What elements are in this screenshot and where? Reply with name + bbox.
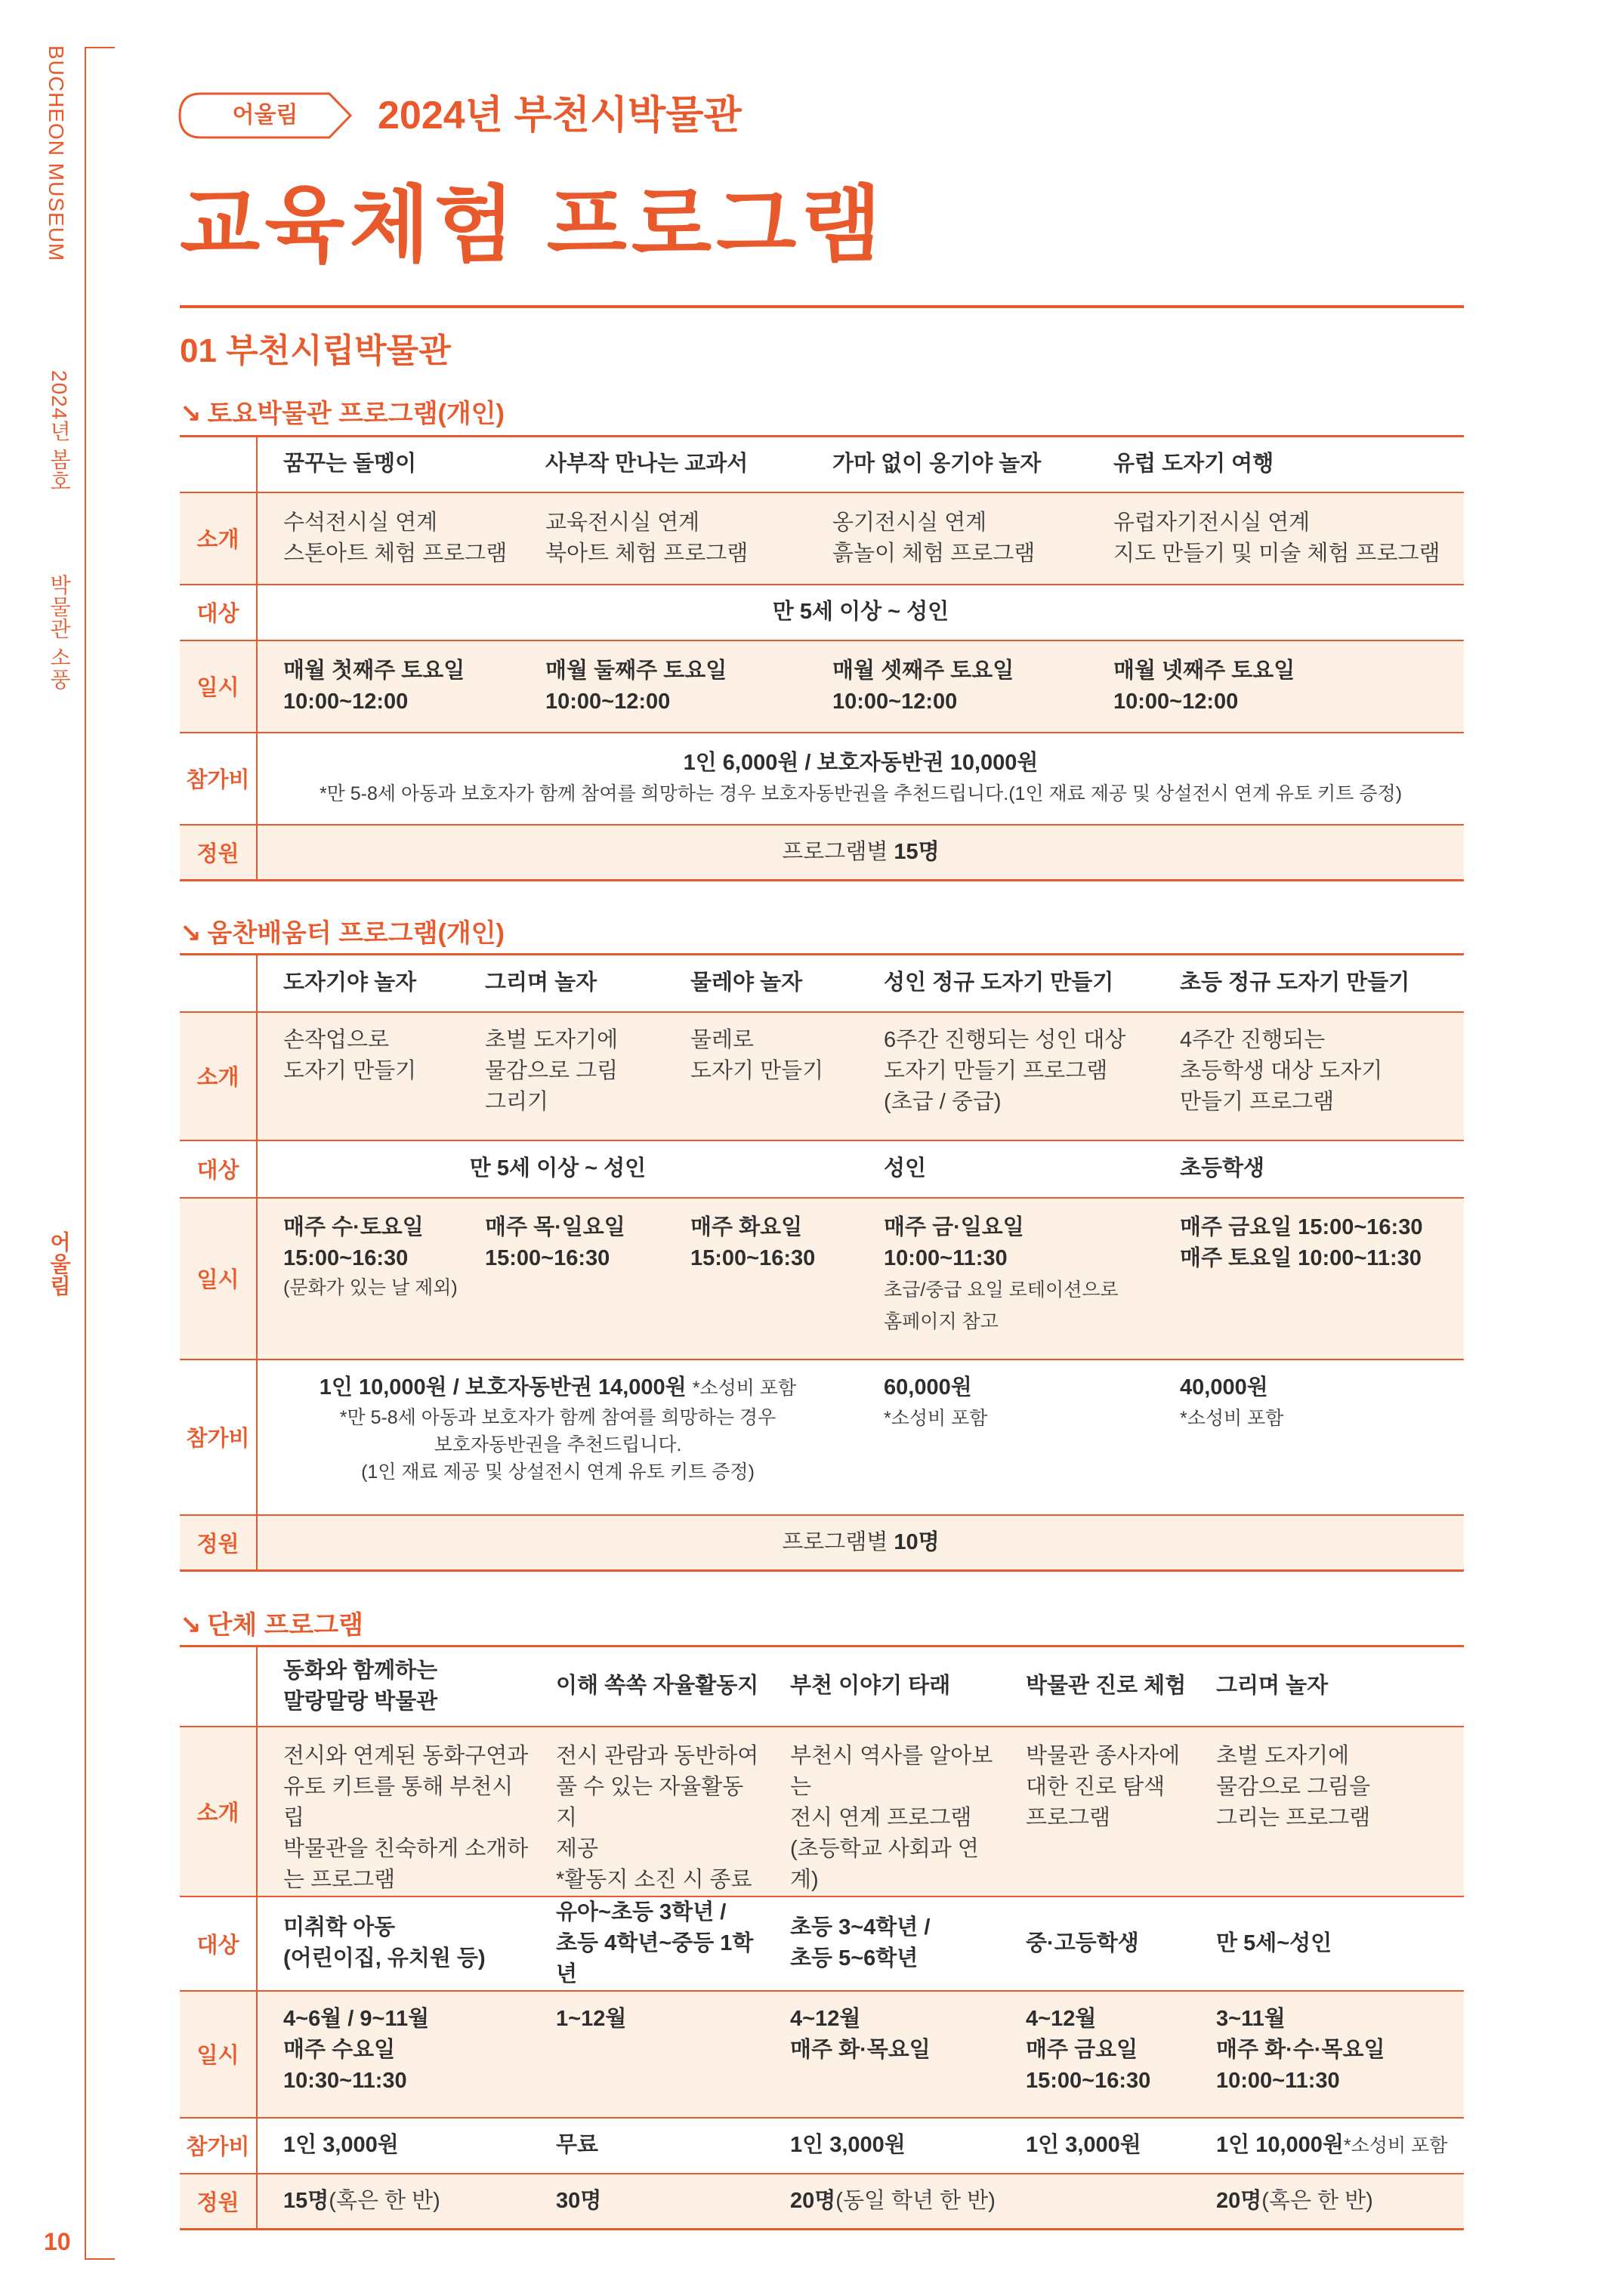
saturday-program-table [180, 435, 1464, 881]
sidebar-season: 2024년 봄호 [48, 370, 71, 493]
row-label: 대상 [180, 585, 257, 640]
target-value: 만 5세 이상 ~ 성인 [257, 585, 1464, 640]
page-number: 10 [44, 2228, 71, 2255]
umchan-program-table [180, 953, 1464, 1572]
table-row-date: 일시 매월 첫째주 토요일 10:00~12:00 매월 둘째주 토요일 10:00~12:00 매월 셋째주 토요일 10:00~12:00 매월 넷째주 토요일 10:00~12:00 [180, 640, 1464, 733]
table-row-intro: 소개 전시와 연계된 동화구연과 유토 키트를 통해 부천시립 박물관을 친숙하게 소개하 는 프로그램 전시 관람과 동반하여 풀 수 있는 자율활동지 제공 *활동지 소진 시 종료 부천시 역사를 알아보는 전시 연계 프로그램 (초등학교 사회과 연계) 박물관 종사자에 대한 진로 탐색 프로그램 초벌 도자기에 물감으로 그림을 그리는 프로그램 [180, 1727, 1464, 1896]
table-row-date: 일시 4~6월 / 9~11월 매주 수요일 10:30~11:30 1~12월 4~12월 매주 화·목요일 4~12월 매주 금요일 15:00~16:30 3~11월 매주 화·수·목요일 10:00~11:30 [180, 1991, 1464, 2118]
page-title: 교육체험 프로그램 [180, 179, 886, 272]
table-row-intro: 소개 수석전시실 연계 스톤아트 체험 프로그램 교육전시실 연계 북아트 체험 프로그램 옹기전시실 연계 흙놀이 체험 프로그램 유럽자기전시실 연계 지도 만들기 및 미술 체험 프로그램 [180, 492, 1464, 585]
table-row-target [180, 585, 1464, 640]
category-tag-label: 어울림 [232, 103, 298, 128]
table-row-target: 대상 미취학 아동 (어린이집, 유치원 등) 유아~초등 3학년 / 초등 4학년~중등 1학년 초등 3~4학년 / 초등 5~6학년 중·고등학생 만 5세~성인 [180, 1896, 1464, 1991]
category-tag [178, 92, 352, 139]
row-label: 일시 [180, 1991, 257, 2118]
year-title: 2024년 부천시박물관 [378, 94, 742, 137]
row-label: 대상 [180, 1896, 257, 1991]
sidebar-brand: BUCHEON MUSEUM [45, 45, 68, 262]
table-row-date: 일시 매주 수·토요일 15:00~16:30 (문화가 있는 날 제외) 매주 목·일요일 15:00~16:30 매주 화요일 15:00~16:30 매주 금·일요일 10:00~11:30 초급/중급 요일 로테이션으로 홈페이지 참고 매주 금요일 15:00~16:30 매주 토요일 10:00~11:30 [180, 1198, 1464, 1359]
program-name: 그리며 놀자 [459, 955, 665, 1012]
program-name: 유럽 도자기 여행 [1088, 437, 1464, 492]
sidebar-tick-top [85, 47, 115, 48]
table-header-row [180, 437, 1464, 492]
arrow-down-right-icon: ↘ [180, 919, 202, 948]
program-name: 부천 이야기 타래 [764, 1646, 1000, 1727]
row-label: 일시 [180, 1198, 257, 1359]
row-label: 정원 [180, 2174, 257, 2230]
sidebar-rule [85, 47, 86, 2260]
subsection-title-umchan: ↘ 움찬배움터 프로그램(개인) [180, 919, 505, 948]
program-name: 동화와 함께하는 말랑말랑 박물관 [257, 1646, 530, 1727]
target-value: 초등학생 [1154, 1140, 1464, 1198]
row-label: 소개 [180, 1012, 257, 1140]
row-label: 대상 [180, 1140, 257, 1198]
fee-note: *만 5-8세 아동과 보호자가 함께 참여를 희망하는 경우 보호자동반권을 추천드립니다.(1인 재료 제공 및 상설전시 연계 유토 키트 증정) [319, 782, 1403, 804]
sidebar-section: 박물관 소풍 [48, 574, 71, 690]
row-label: 소개 [180, 1727, 257, 1896]
table-row-capacity: 정원 프로그램별 15명 [180, 825, 1464, 881]
sidebar-category: 어울림 [48, 1231, 71, 1297]
capacity-value: 10명 [894, 1529, 940, 1554]
header-divider [180, 305, 1464, 308]
row-label: 소개 [180, 492, 257, 585]
capacity-value: 15명 [894, 839, 940, 864]
program-name: 성인 정규 도자기 만들기 [858, 955, 1154, 1012]
subsection-title-saturday: ↘ 토요박물관 프로그램(개인) [180, 400, 505, 428]
program-name: 가마 없이 옹기야 놀자 [807, 437, 1088, 492]
sidebar-tick-bottom [85, 2258, 115, 2260]
program-name: 사부작 만나는 교과서 [520, 437, 807, 492]
target-value: 만 5세 이상 ~ 성인 [257, 1140, 858, 1198]
row-label: 참가비 [180, 1359, 257, 1515]
row-label: 일시 [180, 640, 257, 733]
arrow-down-right-icon: ↘ [180, 400, 202, 428]
row-label: 참가비 [180, 733, 257, 825]
table-row-capacity: 정원 15명(혹은 한 반) 30명 20명(동일 학년 한 반) 20명(혹은 한 반) [180, 2174, 1464, 2230]
program-name: 초등 정규 도자기 만들기 [1154, 955, 1464, 1012]
table-row-fee: 참가비 1인 10,000원 / 보호자동반권 14,000원 *소성비 포함 *만 5-8세 아동과 보호자가 함께 참여를 희망하는 경우 보호자동반권을 추천드립니다. (1인 재료 제공 및 상설전시 연계 유토 키트 증정) 60,000원 *소성비 포함 40,000원 *소성비 포함 [180, 1359, 1464, 1515]
table-row-intro: 소개 손작업으로 도자기 만들기 초벌 도자기에 물감으로 그림 그리기 물레로 도자기 만들기 6주간 진행되는 성인 대상 도자기 만들기 프로그램 (초급 / 중급) 4주간 진행되는 초등학생 대상 도자기 만들기 프로그램 [180, 1012, 1464, 1140]
table-row-target [180, 1140, 1464, 1198]
section-title: 01 부천시립박물관 [180, 332, 451, 369]
table-row-capacity: 정원 프로그램별 10명 [180, 1515, 1464, 1571]
arrow-down-right-icon: ↘ [180, 1611, 202, 1640]
program-name: 박물관 진로 체험 [1000, 1646, 1190, 1727]
subsection-title-group: ↘ 단체 프로그램 [180, 1611, 364, 1640]
row-label: 정원 [180, 825, 257, 881]
group-program-table [180, 1645, 1464, 2230]
program-name: 그리며 놀자 [1190, 1646, 1464, 1727]
program-name: 꿈꾸는 돌멩이 [257, 437, 520, 492]
row-label: 정원 [180, 1515, 257, 1571]
program-name: 도자기야 놀자 [257, 955, 459, 1012]
table-header-row [180, 1646, 1464, 1727]
table-row-fee [180, 733, 1464, 825]
fee-value: 1인 6,000원 / 보호자동반권 10,000원 [683, 750, 1039, 775]
program-name: 물레야 놀자 [665, 955, 858, 1012]
table-header-row [180, 955, 1464, 1012]
table-row-fee: 참가비 1인 3,000원 무료 1인 3,000원 1인 3,000원 1인 10,000원*소성비 포함 [180, 2118, 1464, 2174]
target-value: 성인 [858, 1140, 1154, 1198]
row-label: 참가비 [180, 2118, 257, 2174]
program-name: 이해 쏙쏙 자율활동지 [530, 1646, 764, 1727]
